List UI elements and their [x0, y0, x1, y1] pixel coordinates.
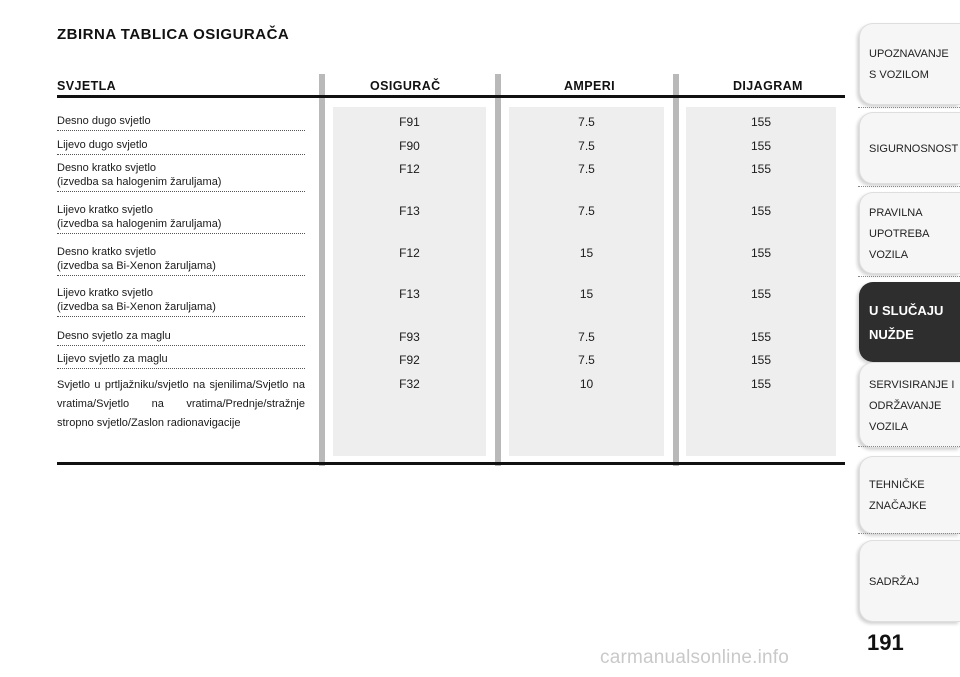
sidebar-divider	[858, 533, 960, 534]
sidebar-tab-label: SIGURNOSNOST	[869, 143, 959, 155]
row-dijagram-value: 155	[750, 162, 772, 176]
header-svjetla: SVJETLA	[57, 79, 117, 93]
row-amperi-value: 7.5	[578, 162, 595, 176]
row-dijagram-value: 155	[750, 246, 772, 260]
column-separator	[319, 74, 325, 466]
sidebar-tab-servisiranje[interactable]	[859, 362, 960, 448]
row-osigurac-value: F32	[399, 377, 420, 391]
row-amperi-value: 7.5	[578, 115, 595, 129]
row-osigurac-value: F93	[399, 330, 420, 344]
row-osigurac-value: F92	[399, 353, 420, 367]
row-svjetla-label: Lijevo svjetlo za maglu	[57, 352, 305, 369]
column-separator	[495, 74, 501, 466]
column-separator	[673, 74, 679, 466]
row-amperi-value: 7.5	[578, 139, 595, 153]
row-osigurac-value: F12	[399, 162, 420, 176]
row-amperi-value: 15	[579, 246, 594, 260]
osigurac-column-bg	[333, 107, 486, 456]
row-dijagram-value: 155	[750, 377, 772, 391]
row-osigurac-value: F13	[399, 287, 420, 301]
header-dijagram: DIJAGRAM	[733, 79, 803, 93]
page-number: 191	[867, 630, 904, 655]
row-svjetla-label: Desno kratko svjetlo (izvedba sa halogenim žaruljama)	[57, 161, 305, 192]
row-svjetla-label: Desno dugo svjetlo	[57, 114, 305, 131]
header-amperi: AMPERI	[564, 79, 616, 93]
sidebar-divider	[858, 107, 960, 108]
row-dijagram-value: 155	[750, 204, 772, 218]
sidebar-tab-label: U SLUČAJU NUŽDE	[869, 303, 944, 342]
row-amperi-value: 7.5	[578, 353, 595, 367]
row-dijagram-value: 155	[750, 115, 772, 129]
sidebar-tab-sadrzaj[interactable]	[859, 540, 960, 622]
header-osigurac: OSIGURAČ	[370, 79, 441, 93]
sidebar-tab-u-slucaju-nuzde[interactable]	[859, 282, 960, 362]
row-amperi-value: 15	[579, 287, 594, 301]
row-osigurac-value: F90	[399, 139, 420, 153]
fuse-table	[57, 74, 845, 466]
row-dijagram-value: 155	[750, 287, 772, 301]
row-svjetla-label: Svjetlo u prtljažniku/svjetlo na sjenilima/Svjetlo na vratima/Svjetlo na vratima/Prednje/stražnje stropno svjetlo/Zaslon radionavigacije	[57, 379, 305, 429]
row-amperi-value: 7.5	[578, 204, 595, 218]
row-dijagram-value: 155	[750, 139, 772, 153]
row-svjetla-label: Desno svjetlo za maglu	[57, 329, 305, 346]
sidebar-tab-label: SADRŽAJ	[869, 576, 920, 588]
row-svjetla-label: Lijevo kratko svjetlo (izvedba sa Bi-Xenon žaruljama)	[57, 286, 305, 317]
sidebar-tab-label: TEHNIČKE ZNAČAJKE	[869, 479, 927, 512]
amperi-column-bg	[509, 107, 664, 456]
sidebar-tab-label: PRAVILNA UPOTREBA VOZILA	[869, 207, 930, 261]
row-amperi-value: 7.5	[578, 330, 595, 344]
sidebar-tab-pravilna-upotreba[interactable]	[859, 192, 960, 274]
row-amperi-value: 10	[579, 377, 594, 391]
row-svjetla-label: Desno kratko svjetlo (izvedba sa Bi-Xenon žaruljama)	[57, 245, 305, 276]
sidebar-tab-label: UPOZNAVANJE S VOZILOM	[869, 48, 949, 81]
row-osigurac-value: F13	[399, 204, 420, 218]
page-title: ZBIRNA TABLICA OSIGURAČA	[57, 26, 290, 43]
row-dijagram-value: 155	[750, 353, 772, 367]
sidebar-tab-upoznavanje[interactable]	[859, 23, 960, 105]
sidebar-tab-sigurnosnost[interactable]	[859, 112, 960, 184]
sidebar-divider	[858, 276, 960, 277]
sidebar-tab-tehnicke-znacajke[interactable]	[859, 456, 960, 534]
sidebar-divider	[858, 446, 960, 447]
header-rule	[57, 95, 845, 98]
row-dijagram-value: 155	[750, 330, 772, 344]
row-osigurac-value: F91	[399, 115, 420, 129]
row-svjetla-label: Lijevo dugo svjetlo	[57, 138, 305, 155]
dijagram-column-bg	[686, 107, 836, 456]
sidebar-tab-label: SERVISIRANJE I ODRŽAVANJE VOZILA	[869, 379, 955, 433]
watermark: carmanualsonline.info	[600, 647, 790, 668]
sidebar-divider	[858, 186, 960, 187]
row-svjetla-label: Lijevo kratko svjetlo (izvedba sa halogenim žaruljama)	[57, 203, 305, 234]
row-osigurac-value: F12	[399, 246, 420, 260]
bottom-rule	[57, 462, 845, 465]
